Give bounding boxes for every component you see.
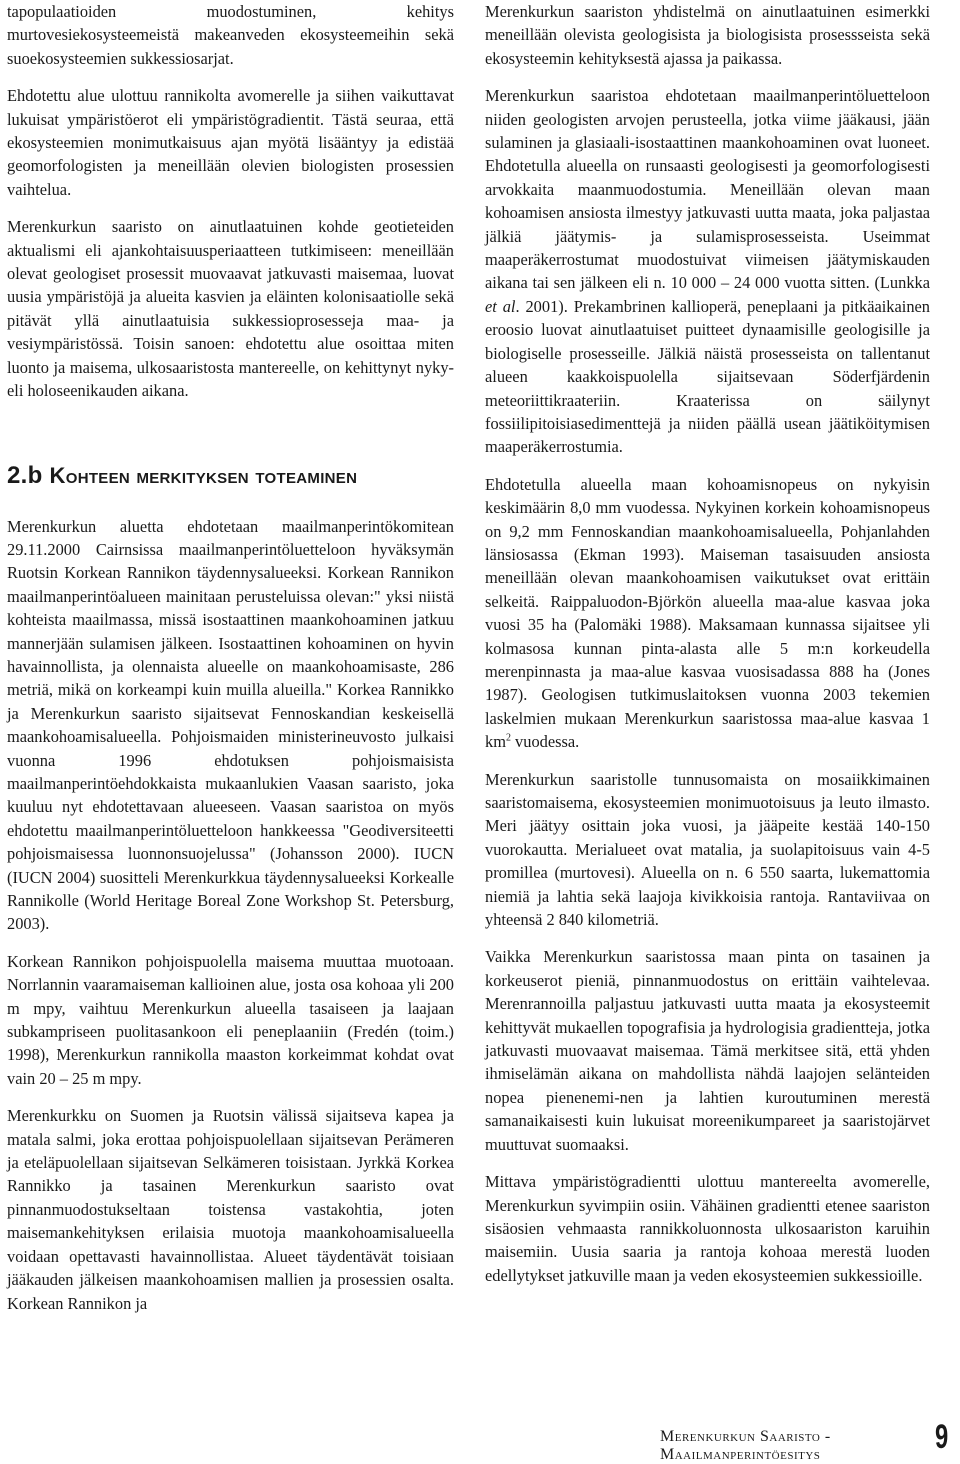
paragraph: Mittava ympäristögradientti ulottuu mantereelta avomerelle, Merenkurkun syvimpiin osiin. Vähäinen gradientti etenee saariston sisäosien vehmaasta rannikkoluonnosta ulkosaariston karuihin maisemiin. Uusia saaria ja rantoja kohoaa merestä luoden edellytykset jatkuville maan ja veden ekosysteemien sukkessioille.	[485, 1172, 930, 1285]
paragraph: Merenkurkun saariston yhdistelmä on ainutlaatuinen esimerkki meneillään olevista geologisista ja biologisista prosessseista sekä ekosysteemin kehityksestä ajassa ja paikassa.	[485, 2, 930, 68]
paragraph: Ehdotettu alue ulottuu rannikolta avomerelle ja siihen vaikuttavat lukuisat ympäristöerot eli ympäristögradientit. Tästä seuraa, että ekosysteemien monimutkaisuus ajan myötä lisääntyy ja edistää geomorfologisten ja meneillään olevien biologisten prosessien vaihtelua.	[7, 86, 454, 199]
section-title: Kohteen merkityksen toteaminen	[49, 462, 358, 488]
paragraph: Korkean Rannikon pohjoispuolella maisema muuttaa muotoaan. Norrlannin vaaramaiseman kallioinen alue, josta osa kohoaa yli 200 m mpy, vaihtuu Merenkurkun alueella tasaiseen ja laajaan subkampriseen puolitasankoon eli peneplaaniin (Fredén (toim.) 1998), Merenkurkun rannikolla maaston korkeimmat kohdat ovat vain 20 – 25 m mpy.	[7, 951, 454, 1088]
text-run: Merenkurkun saaristoa ehdotetaan maailmanperintöluetteloon niiden geologisten arvojen perusteella, jotka viime jääkausi, jään sulaminen ja glasiaali-isostaattinen maankohoaminen ovat luoneet. Ehdotetulla alueella on runsaasti geologisesti ja geomorfologisesti arvokkaita maanmuodostumia. Meneillään olevan maan kohoamisen ansiosta ilmestyy jatkuvasti uutta maata, joka paljastaa jälkiä jäätymis- ja sulamisprosesseista. Useimmat maaperäkerrostumat muodostuivat viimeisen jäätymiskauden aikana tai sen jälkeen eli n. 10 000 – 24 000 vuotta sitten. (Lunkka	[485, 86, 930, 293]
right-column	[485, 0, 930, 1301]
italic-run: et al	[485, 296, 516, 316]
left-column	[7, 0, 454, 1329]
paragraph: Merenkurkku on Suomen ja Ruotsin välissä sijaitseva kapea ja matala salmi, joka erottaa pohjoispuolellaan sijaitsevan Perämeren ja eteläpuolellaan sijaitsevan Selkämeren toisistaan. Jyrkkä Korkea Rannikko ja tasainen Merenkurkun saaristo ovat pinnanmuodostukseltaan toistensa vastakohtia, joten maisemankehityksen erilaisia muotoja maankohoamisalueella voidaan opettavasti havainnollistaa. Alueet täydentävät toisiaan jääkauden jälkeisen maankohoamisen mallien ja prosessien osalta. Korkean Rannikon ja	[7, 1106, 454, 1313]
paragraph: Merenkurkun saaristo on ainutlaatuinen kohde geotieteiden aktualismi eli ajankohtaisuusperiaatteen tutkimiseen: meneillään olevat geologiset prosessit muovaavat jatkuvasti maisemaa, luovat uusia ympäristöjä ja alueita kasvien ja eläinten kolonisaatiolle sekä pitävät yllä ainutlaatuisia sukkessioprosesseja maa- ja vesiympäristössä. Toisin sanoen: ehdotettu alue osoittaa miten luonto ja maisema, ulkosaaristosta mantereelle, on kehittynyt nyky- eli holoseenikauden aikana.	[7, 217, 454, 401]
superscript: 2	[505, 732, 511, 744]
paragraph: Vaikka Merenkurkun saaristossa maan pinta on tasainen ja korkeuserot pieniä, pinnanmuodostus on erittäin vaihtelevaa. Merenrannoilla paljastuu jatkuvasti uutta maata ja ekosysteemit kehittyvät mukaellen topografisia ja hydrologisia gradientteja, jotka jatkuvasti muovaavat maisemaa. Tämä merkitsee sitä, että yhden ihmiselämän aikana on mahdollista nähdä laajojen selänteiden nopea pienenemi-nen ja lahtien kuroutuminen merestä samanaikaisesti kuin lukuisat moreenikumpareet ja saaristojärvet muuttuvat suomaaksi.	[485, 947, 930, 1154]
page-number: 9	[935, 1418, 949, 1456]
running-footer: Merenkurkun Saaristo -Maailmanperintöesitys	[660, 1428, 831, 1463]
paragraph: Merenkurkun saaristolle tunnusomaista on mosaiikkimainen saaristomaisema, ekosysteemien monimuotoisuus ja leuto ilmasto. Meri jäätyy osittain joka vuosi, ja jääpeite kestää 140-150 vuorokautta. Merialueet ovat matalia, ja suolapitoisuus vain 4-5 promillea (murtovesi). Alueella on n. 6 550 saarta, lukemattomia niemiä ja lahtia sekä laajoja kivikkoisia rantoja. Rantaviivaa on yhteensä 2 840 kilometriä.	[485, 769, 930, 930]
paragraph: Merenkurkun aluetta ehdotetaan maailmanperintökomitean 29.11.2000 Cairnsissa maailmanperintöluetteloon hyväksymän Ruotsin Korkean Rannikon täydennysalueeksi. Korkean Rannikon maailmanperintöalueen mainitaan perusteluissa olevan:" yksi niistä kohteista maailmassa, missä isostaattinen maankohoaminen jatkuu mannerjään sulamisen jälkeen. Isostaattinen kohoaminen on hyvin havainnollista, ja olennaista alueelle on maankohoamisaste, 286 metriä, mikä on korkeampi kuin muilla alueilla." Korkea Rannikko ja Merenkurkun saaristo sijaitsevat Fennoskandian keskeisellä maankohoamisalueella. Pohjoismaiden ministerineuvosto julkaisi vuonna 1996 ehdotuksen pohjoismaisista maailmanperintöehdokkaista mukaanlukien Vaasan saaristo, joka kuuluu nyt ehdotettavaan alueeseen. Vaasan saaristoa on myös ehdotettu maailmanperintöluetteloon hankkeessa "Geodiversiteetti pohjoismaisessa luonnonsuojelussa" (Johansson 2000). IUCN (IUCN 2004) suositteli Merenkurkkua täydennysalueeksi Korkealle Rannikolle (World Heritage Boreal Zone Workshop St. Petersburg, 2003).	[7, 516, 454, 934]
text-run: Ehdotetulla alueella maan kohoamisnopeus on nykyisin keskimäärin 8,0 mm vuodessa. Nykyinen korkein kohoamisnopeus on 9,2 mm Fennoskandian maankohoamisalueella, Pohjanlahden länsiosassa (Ekman 1993). Maiseman tasaisuuden ansiosta meneillään olevan maankohoamisen vaikutukset ovat erittäin selkeitä. Raippaluodon-Björkön alueella maa-alue kasvaa joka vuosi 35 ha (Palomäki 1988). Maksamaan kunnassa sijaitsee yli kolmasosa kunnan pinta-alasta alle 5 m:n korkeudella merenpinnasta ja maa-alue kasvaa vuosisadassa 888 ha (Jones 1987). Geologisen tutkimuslaitoksen vuonna 2003 tekemien laskelmien mukaan Merenkurkun saaristossa maa-alue kasvaa 1 km	[485, 474, 930, 752]
text-run: . 2001). Prekambrinen kallioperä, peneplaani ja pitkäaikainen eroosio luovat ainutlaatuiset puitteet dynaamisille geologisille ja biologiselle prosesseille. Jälkiä näistä prosesseista on tallentanut alueen kaakkoispuolella sijaitsevaan Söderfjärdenin meteoriittikraateriin. Kraaterissa on säilynyt fossiilipitoisiasedimenttejä ja niiden päällä usean jäätiköitymisen maaperäkerrostumia.	[485, 296, 930, 457]
paragraph	[485, 84, 930, 459]
paragraph: tapopulaatioiden muodostuminen, kehitys murtovesiekosysteemeistä makeanveden ekosysteemeihin sekä suoekosysteemien sukkessiosarjat.	[7, 2, 454, 68]
section-heading	[7, 463, 454, 489]
text-run: vuodessa.	[510, 732, 580, 752]
section-number: 2.b	[7, 461, 50, 489]
paragraph	[485, 473, 930, 754]
